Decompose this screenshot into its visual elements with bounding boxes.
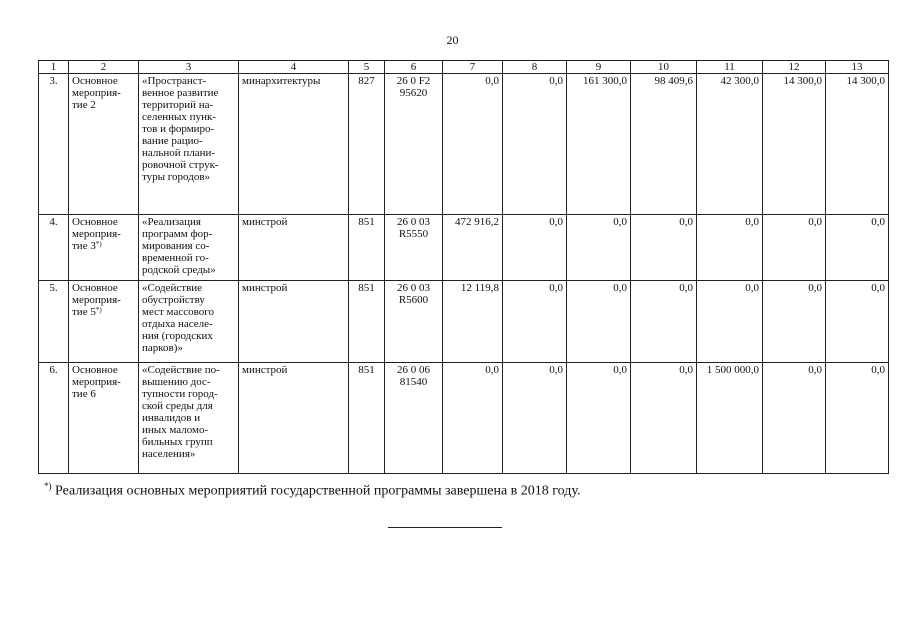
row-number: 3. [39, 74, 69, 215]
budget-code: 26 0 06 81540 [385, 363, 443, 474]
table-row [39, 215, 889, 281]
budget-code: 26 0 F2 95620 [385, 74, 443, 215]
column-header: 6 [385, 61, 443, 74]
table-row [39, 74, 889, 215]
grbs-code: 851 [349, 363, 385, 474]
value-col11: 42 300,0 [697, 74, 763, 215]
value-col11: 0,0 [697, 215, 763, 281]
column-header: 1 [39, 61, 69, 74]
column-header: 4 [239, 61, 349, 74]
value-col7: 0,0 [443, 74, 503, 215]
event-name: «Содействие по- вышению дос- тупности город- ской среды для инвалидов и иных маломо- бильных групп населения» [139, 363, 239, 474]
value-col13: 0,0 [826, 363, 889, 474]
table-row [39, 363, 889, 474]
value-col8: 0,0 [503, 215, 567, 281]
column-header: 2 [69, 61, 139, 74]
footnote-mark: *) [95, 306, 102, 314]
grbs-code: 851 [349, 281, 385, 363]
column-header: 7 [443, 61, 503, 74]
event-cell [69, 74, 139, 215]
grbs-code: 851 [349, 215, 385, 281]
column-header: 3 [139, 61, 239, 74]
column-header: 10 [631, 61, 697, 74]
value-col12: 0,0 [763, 363, 826, 474]
footnote-mark: *) [95, 240, 102, 248]
event-label: Основное мероприя- тие 2 [72, 75, 121, 111]
row-number: 4. [39, 215, 69, 281]
value-col7: 0,0 [443, 363, 503, 474]
event-name: «Пространст- венное развитие территорий на- селенных пунк- тов и формиро- вание рацио- нальной плани- ровочной струк- туры городов» [139, 74, 239, 215]
event-cell [69, 281, 139, 363]
value-col13: 14 300,0 [826, 74, 889, 215]
executor: минстрой [239, 215, 349, 281]
program-table [38, 60, 889, 474]
row-number: 6. [39, 363, 69, 474]
table-row [39, 281, 889, 363]
value-col12: 0,0 [763, 215, 826, 281]
page-number: 20 [446, 33, 459, 47]
value-col11: 0,0 [697, 281, 763, 363]
event-label: Основное мероприя- тие 3 [72, 216, 121, 252]
column-header: 9 [567, 61, 631, 74]
value-col12: 14 300,0 [763, 74, 826, 215]
value-col9: 0,0 [567, 363, 631, 474]
value-col10: 0,0 [631, 363, 697, 474]
event-label: Основное мероприя- тие 5 [72, 282, 121, 318]
executor: минстрой [239, 281, 349, 363]
executor: минстрой [239, 363, 349, 474]
value-col10: 0,0 [631, 281, 697, 363]
column-header: 11 [697, 61, 763, 74]
value-col7: 472 916,2 [443, 215, 503, 281]
table-header-row [39, 61, 889, 74]
value-col9: 161 300,0 [567, 74, 631, 215]
value-col10: 98 409,6 [631, 74, 697, 215]
budget-code: 26 0 03 R5550 [385, 215, 443, 281]
event-cell [69, 215, 139, 281]
budget-code: 26 0 03 R5600 [385, 281, 443, 363]
event-name: «Содействие обустройству мест массового отдыха населе- ния (городских парков)» [139, 281, 239, 363]
value-col12: 0,0 [763, 281, 826, 363]
end-rule [388, 527, 502, 528]
footnote-mark: *) [44, 481, 52, 491]
executor: минархитектуры [239, 74, 349, 215]
event-name: «Реализация программ фор- мирования со- временной го- родской среды» [139, 215, 239, 281]
row-number: 5. [39, 281, 69, 363]
event-label: Основное мероприя- тие 6 [72, 364, 121, 400]
value-col8: 0,0 [503, 363, 567, 474]
event-cell [69, 363, 139, 474]
footnote [44, 481, 581, 500]
value-col9: 0,0 [567, 281, 631, 363]
column-header: 5 [349, 61, 385, 74]
value-col13: 0,0 [826, 281, 889, 363]
column-header: 8 [503, 61, 567, 74]
column-header: 12 [763, 61, 826, 74]
column-header: 13 [826, 61, 889, 74]
value-col8: 0,0 [503, 281, 567, 363]
value-col13: 0,0 [826, 215, 889, 281]
value-col9: 0,0 [567, 215, 631, 281]
value-col10: 0,0 [631, 215, 697, 281]
value-col7: 12 119,8 [443, 281, 503, 363]
value-col11: 1 500 000,0 [697, 363, 763, 474]
footnote-text: Реализация основных мероприятий государственной программы завершена в 2018 году. [51, 483, 581, 499]
grbs-code: 827 [349, 74, 385, 215]
value-col8: 0,0 [503, 74, 567, 215]
